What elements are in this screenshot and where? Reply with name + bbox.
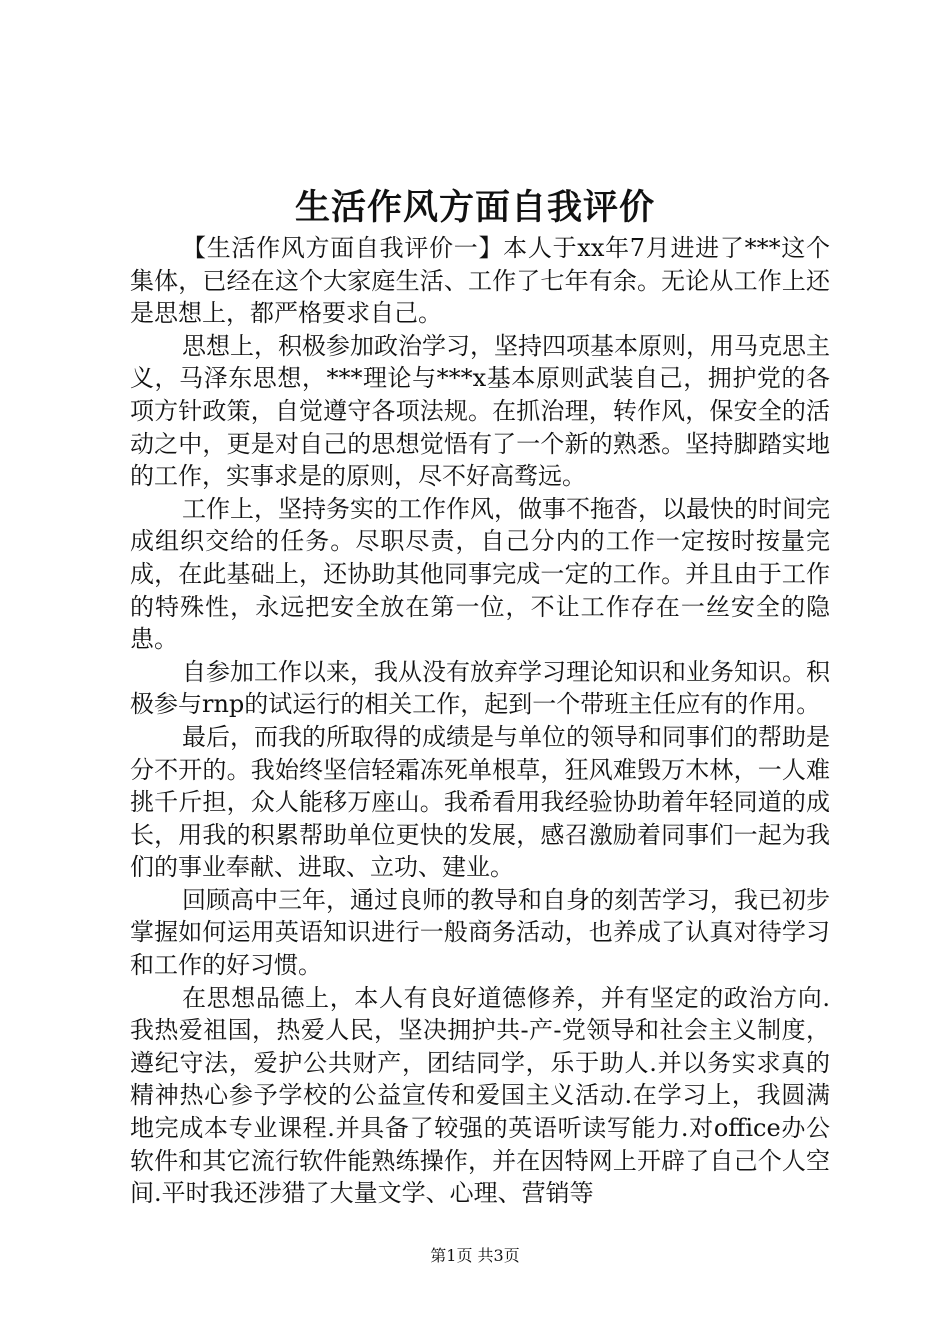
paragraph-morality: 在思想品德上，本人有良好道德修养，并有坚定的政治方向.我热爱祖国，热爱人民，坚决拥护共-产-党领导和社会主义制度，遵纪守法，爱护公共财产，团结同学，乐于助人.并以务实求真的精神热心参予学校的公益宣传和爱国主义活动.在学习上，我圆满地完成本专业课程.并具备了较强的英语听读写能力.对office办公软件和其它流行软件能熟练操作，并在因特网上开辟了自己个人空间.平时我还涉猎了大量文学、心理、营销等 xyxy=(130,983,830,1208)
document-title: 生活作风方面自我评价 xyxy=(294,188,655,228)
paragraph-review: 回顾高中三年，通过良师的教导和自身的刻苦学习，我已初步掌握如何运用英语知识进行一般商务活动，也养成了认真对待学习和工作的好习惯。 xyxy=(130,885,830,980)
paragraph-conclusion: 最后，而我的所取得的成绩是与单位的领导和同事们的帮助是分不开的。我始终坚信轻霜冻死单根草，狂风难毁万木林，一人难挑千斤担，众人能移万座山。我希看用我经验协助着年轻同道的成长，用我的积累帮助单位更快的发展，感召激励着同事们一起为我们的事业奉献、进取、立功、建业。 xyxy=(130,722,830,882)
paragraph-intro: 【生活作风方面自我评价一】本人于xx年7月进进了***这个集体，已经在这个大家庭生活、工作了七年有余。无论从工作上还是思想上，都严格要求自己。 xyxy=(130,234,830,328)
paragraph-study: 自参加工作以来，我从没有放弃学习理论知识和业务知识。积极参与rnp的试运行的相关工作，起到一个带班主任应有的作用。 xyxy=(130,657,830,719)
paragraph-work: 工作上，坚持务实的工作作风，做事不拖沓，以最快的时间完成组织交给的任务。尽职尽责，自己分内的工作一定按时按量完成，在此基础上，还协助其他同事完成一定的工作。并且由于工作的特殊性，永远把安全放在第一位，不让工作存在一丝安全的隐患。 xyxy=(130,494,830,654)
page-footer: 第1页 共3页 xyxy=(430,1246,520,1265)
document-body xyxy=(130,232,830,1210)
paragraph-thought: 思想上，积极参加政治学习，坚持四项基本原则，用马克思主义，马泽东思想，***理论与***x基本原则武装自己，拥护党的各项方针政策，自觉遵守各项法规。在抓治理，转作风，保安全的活动之中，更是对自己的思想觉悟有了一个新的熟悉。坚持脚踏实地的工作，实事求是的原则，尽不好高骛远。 xyxy=(130,331,830,491)
